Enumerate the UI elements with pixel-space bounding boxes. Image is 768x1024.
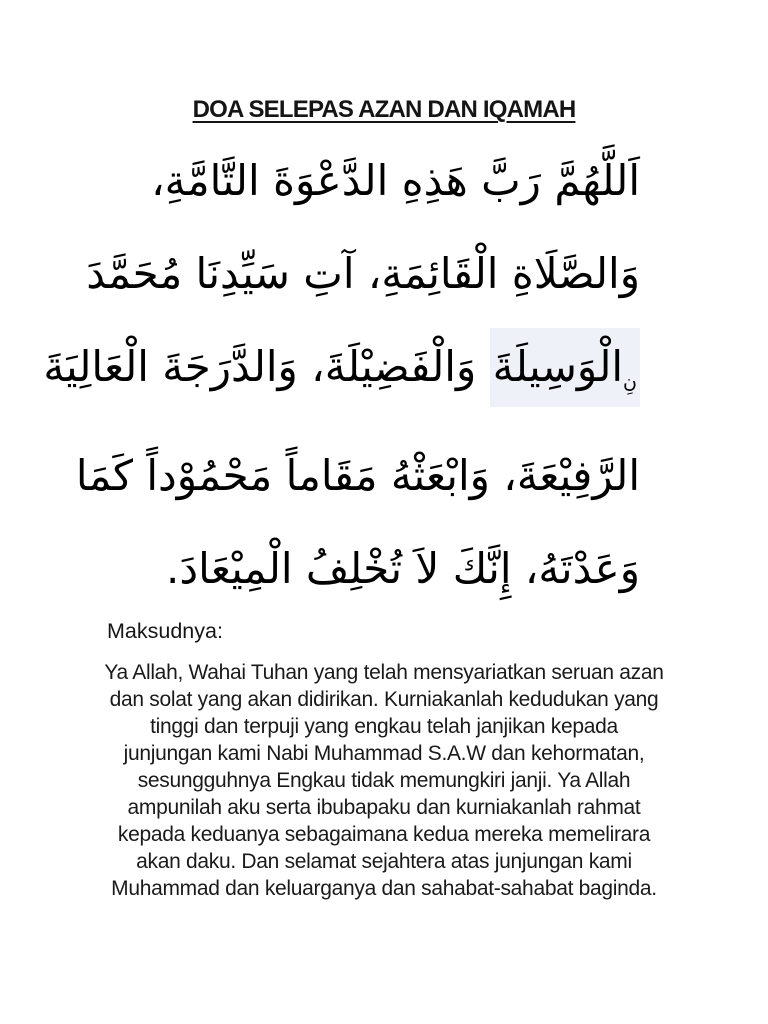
translation-line: junjungan kami Nabi Muhammad S.A.W dan kehormatan, <box>123 742 645 765</box>
arabic-line-3 <box>43 320 640 429</box>
arabic-line-4: الرَّفِيْعَةَ، وَابْعَثْهُ مَقَاماً مَحْمُوْداً كَمَا <box>75 451 640 500</box>
arabic-line-3-highlighted-text: الْوَسِيلَةَ <box>492 342 624 391</box>
translation-line: sesungguhnya Engkau tidak memungkiri janji. Ya Allah <box>137 769 631 792</box>
translation-line: tinggi dan terpuji yang engkau telah janjikan kepada <box>150 715 618 738</box>
arabic-line-5: وَعَدْتَهُ، إِنَّكَ لاَ تُخْلِفُ الْمِيْعَادَ. <box>166 544 640 593</box>
translation-line: dan solat yang akan didirikan. Kurniakanlah kedudukan yang <box>109 688 659 711</box>
translation-line: kepada keduanya sebagaimana kedua mereka memelirara <box>117 823 651 846</box>
arabic-line-2: وَالصَّلَاةِ الْقَائِمَةِ، آتِ سَيِّدِنَا مُحَمَّدَ <box>86 249 640 298</box>
highlight-box <box>490 328 640 407</box>
translation-line: akan daku. Dan selamat sejahtera atas junjungan kami <box>136 850 632 873</box>
arabic-line-1: اَللَّهُمَّ رَبَّ هَذِهِ الدَّعْوَةَ التَّامَّةِ، <box>151 156 640 205</box>
arabic-prayer-block <box>43 134 640 615</box>
translation-line: ampunilah aku serta ibubapaku dan kurniakanlah rahmat <box>127 796 641 819</box>
page-title: DOA SELEPAS AZAN DAN IQAMAH <box>192 96 576 123</box>
translation-paragraph <box>40 659 728 902</box>
maksudnya-label: Maksudnya: <box>107 619 223 643</box>
translation-line: Ya Allah, Wahai Tuhan yang telah mensyariatkan seruan azan <box>104 661 664 684</box>
arabic-line-3-rest: وَالْفَضِيْلَةَ، وَالدَّرَجَةَ الْعَالِيَةَ <box>43 342 490 391</box>
translation-line: Muhammad dan keluarganya dan sahabat-sahabat baginda. <box>111 877 657 900</box>
small-noon-prefix: نِ‌ <box>623 371 637 393</box>
